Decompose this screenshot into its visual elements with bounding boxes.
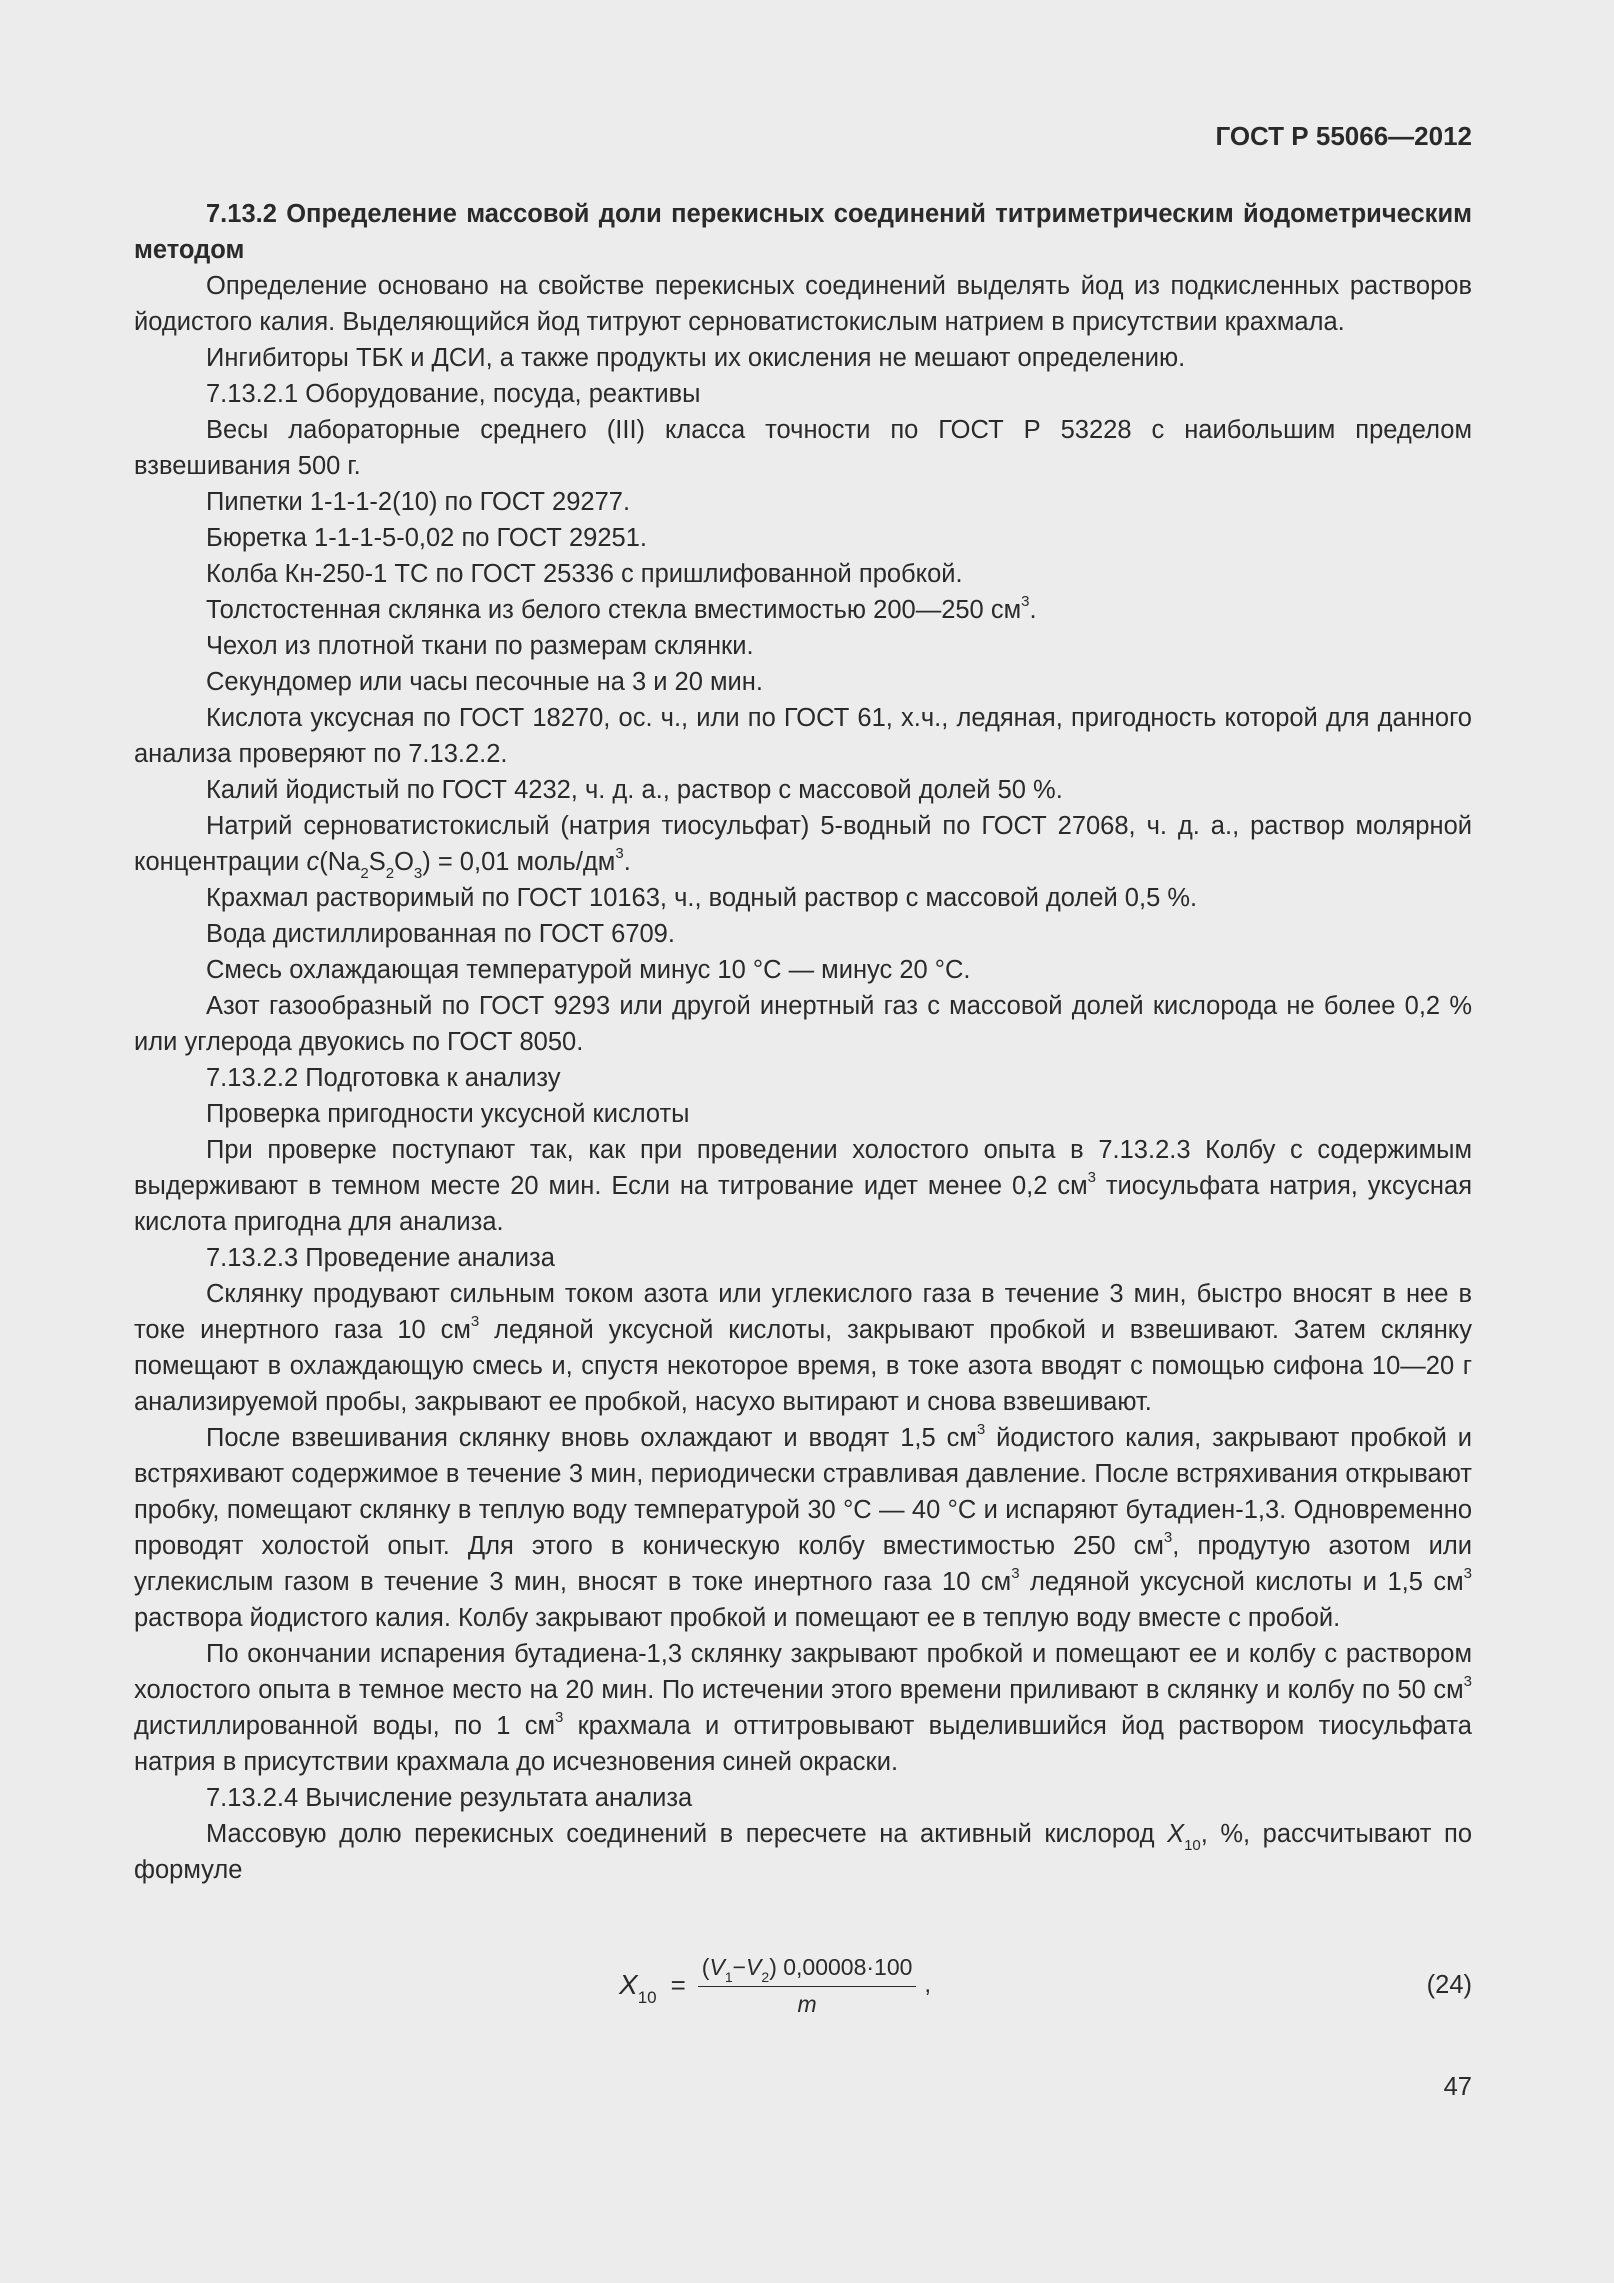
paragraph: Смесь охлаждающая температурой минус 10 °С — минус 20 °С. xyxy=(206,956,971,984)
paragraph: Чехол из плотной ткани по размерам склянки. xyxy=(206,632,754,660)
paragraph: Калий йодистый по ГОСТ 4232, ч. д. а., раствор с массовой долей 50 %. xyxy=(206,776,1063,804)
paragraph: По окончании испарения бутадиена-1,3 склянку закрывают пробкой и помещают ее и колбу с раствором холостого опыта в темное место на 20 мин. По истечении этого времени приливают в склянку и колбу по 50 $см^3$ дистиллированной воды, по 1 $см^3$ крахмала и оттитровывают выделившийся йод раствором тиосульфата натрия в присутствии крахмала до исчезновения синей окраски. xyxy=(134,1640,1472,1776)
paragraph: Натрий серноватистокислый (натрия тиосульфат) 5-водный по ГОСТ 27068, ч. д. а., раствор молярной концентрации $c(Na_2S_2O_3) = 0,01$ моль/$дм^3$. xyxy=(134,812,1472,883)
formula-block xyxy=(134,1942,1472,2028)
paragraph: Бюретка 1-1-1-5-0,02 по ГОСТ 29251. xyxy=(206,524,647,552)
paragraph: Пипетки 1-1-1-2(10) по ГОСТ 29277. xyxy=(206,488,631,516)
page-number: 47 xyxy=(1443,2073,1472,2101)
paragraph: Проверка пригодности уксусной кислоты xyxy=(206,1100,690,1128)
paragraph: Колба Кн-250-1 ТС по ГОСТ 25336 с пришлифованной пробкой. xyxy=(206,560,963,588)
paragraph: Секундомер или часы песочные на 3 и 20 мин. xyxy=(206,668,763,696)
numerator: $(V_1-V_2)$ 0,00008·100 xyxy=(698,1952,917,1987)
paragraph: Крахмал растворимый по ГОСТ 10163, ч., водный раствор с массовой долей 0,5 %. xyxy=(206,884,1198,912)
subsection-heading: 7.13.2.3 Проведение анализа xyxy=(206,1244,555,1272)
formula-lhs: $X_{10}$ xyxy=(619,1969,657,2007)
page-content xyxy=(134,118,1472,2028)
equals-sign: = xyxy=(670,1970,686,2000)
paragraph: Толстостенная склянка из белого стекла вместимостью 200—250 $см^3$. xyxy=(206,592,1037,624)
paragraph: Вода дистиллированная по ГОСТ 6709. xyxy=(206,920,675,948)
section-title: 7.13.2 Определение массовой доли перекисных соединений титриметрическим йодометрическим методом xyxy=(134,200,1472,264)
formula: $X_{10}$ = $\frac{(V_1-V_2) 0,00008\cdot 100}{m}$ , xyxy=(619,1953,932,2017)
paragraph: Ингибиторы ТБК и ДСИ, а также продукты их окисления не мешают определению. xyxy=(206,344,1186,372)
paragraph: При проверке поступают так, как при проведении холостого опыта в 7.13.2.3 Колбу с содержимым выдерживают в темном месте 20 мин. Если на титрование идет менее 0,2 $см^3$ тиосульфата натрия, уксусная кислота пригодна для анализа. xyxy=(134,1136,1472,1236)
paragraph: Определение основано на свойстве перекисных соединений выделять йод из подкисленных растворов йодистого калия. Выделяющийся йод титруют серноватистокислым натрием в присутствии крахмала. xyxy=(134,272,1472,336)
paragraph: Склянку продувают сильным током азота или углекислого газа в течение 3 мин, быстро вносят в нее в токе инертного газа 10 $см^3$ ледяной уксусной кислоты, закрывают пробкой и взвешивают. Затем склянку помещают в охлаждающую смесь и, спустя некоторое время, в токе азота вводят с помощью сифона 10—20 г анализируемой пробы, закрывают ее пробкой, насухо вытирают и снова взвешивают. xyxy=(134,1280,1472,1416)
paragraph: Массовую долю перекисных соединений в пересчете на активный кислород $X_{10}$, %, рассчитывают по формуле xyxy=(134,1820,1472,1884)
denominator: m xyxy=(797,1990,817,2017)
paragraph: Весы лабораторные среднего (III) класса точности по ГОСТ Р 53228 с наибольшим пределом взвешивания 500 г. xyxy=(134,416,1472,480)
equation-number: (24) xyxy=(1426,1971,1472,1999)
paragraph: Азот газообразный по ГОСТ 9293 или другой инертный газ с массовой долей кислорода не более 0,2 % или углерода двуокись по ГОСТ 8050. xyxy=(134,992,1472,1056)
subsection-heading: 7.13.2.4 Вычисление результата анализа xyxy=(206,1784,693,1812)
subsection-heading: 7.13.2.2 Подготовка к анализу xyxy=(206,1064,561,1092)
paragraph: Кислота уксусная по ГОСТ 18270, ос. ч., или по ГОСТ 61, х.ч., ледяная, пригодность которой для данного анализа проверяют по 7.13.2.2. xyxy=(134,704,1472,768)
paragraph: После взвешивания склянку вновь охлаждают и вводят 1,5 $см^3$ йодистого калия, закрывают пробкой и встряхивают содержимое в течение 3 мин, периодически стравливая давление. После встряхивания открывают пробку, помещают склянку в теплую воду температурой 30 °С — 40 °С и испаряют бутадиен-1,3. Одновременно проводят холостой опыт. Для этого в коническую колбу вместимостью 250 $см^3$, продутую азотом или углекислым газом в течение 3 мин, вносят в токе инертного газа 10 $см^3$ ледяной уксусной кислоты и 1,5 $см^3$ раствора йодистого калия. Колбу закрывают пробкой и помещают ее в теплую воду вместе с пробой. xyxy=(134,1420,1472,1632)
subsection-heading: 7.13.2.1 Оборудование, посуда, реактивы xyxy=(206,380,701,408)
document-code: ГОСТ Р 55066—2012 xyxy=(1215,121,1472,151)
fraction xyxy=(698,1952,917,2019)
